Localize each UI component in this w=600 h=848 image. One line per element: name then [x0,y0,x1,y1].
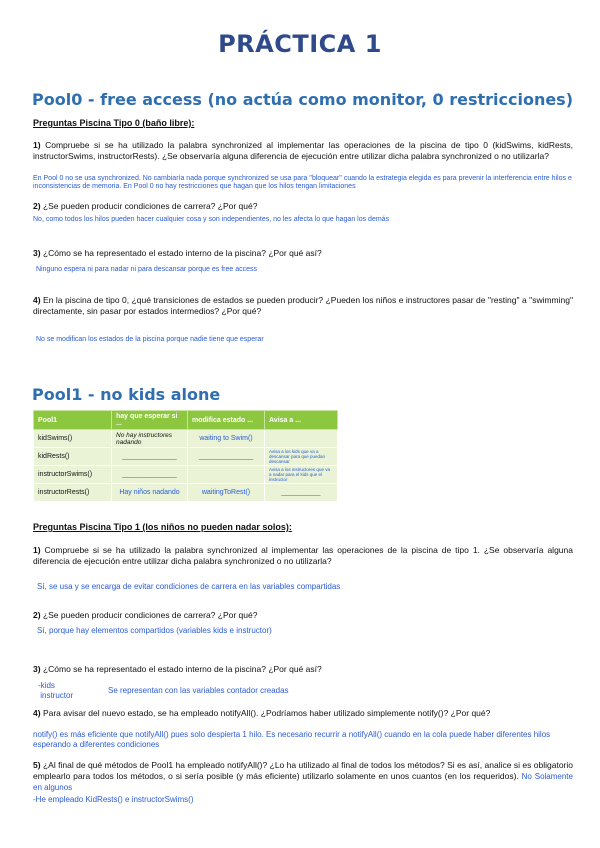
table-cell: Avisa a los instructores que va a nadar para el kids que el instructor [265,466,338,484]
table-cell: instructorRests() [34,484,112,502]
table-cell: Hay niños nadando [112,484,188,502]
pool1-answer-2: Sí, porque hay elementos compartidos (variables kids e instructor) [37,626,272,635]
table-cell: __________ [265,484,338,502]
pool1-question-3 [33,664,573,675]
question-number: 3) [33,664,41,674]
pool1-question-5 [33,760,573,793]
question-text: En la piscina de tipo 0, ¿qué transiciones de estados se pueden producir? ¿Pueden los niños e instructores pasar de "resting" a "swimming" directamente, sin pasar por estados intermedios? ¿Por qué? [33,295,573,316]
question-text: Compruebe si se ha utilizado la palabra synchronized al implementar las operaciones de la piscina de tipo 1. ¿Se observaría alguna diferencia de ejecución entre utilizar dicha palabra synchronized o no utilizarla? [33,545,573,566]
page-title: PRÁCTICA 1 [218,30,382,58]
table-cell [265,430,338,448]
pool0-question-1 [33,140,573,162]
table-header: Avisa a ... [265,411,338,430]
question-number: 5) [33,760,41,770]
pool1-answer-3-variables: -kids instructor [38,681,74,700]
pool1-answer-5-inline: No [521,772,532,781]
table-header-row [34,411,338,430]
table-cell: waitingToRest() [188,484,265,502]
question-number: 1) [33,140,41,150]
table-header: hay que esperar si ... [112,411,188,430]
question-text: Compruebe si se ha utilizado la palabra synchronized al implementar las operaciones de la piscina de tipo 0 (kidSwims, kidRests, instructorSwims, instructorRests). ¿Se observaría alguna diferencia de ejecución entre utilizar dicha palabra synchronized o no utilizarla? [33,140,573,161]
table-cell: Avisa a los kids que va a descansar para que puedan descansar [265,448,338,466]
question-text: ¿Cómo se ha representado el estado interno de la piscina? ¿Por qué así? [42,248,322,258]
table-cell: kidSwims() [34,430,112,448]
pool1-answer-3: Se representan con las variables contador creadas [108,686,289,695]
pool0-answer-2: No, como todos los hilos pueden hacer cualquier cosa y son independientes, no les afecta lo que hagan los demás [33,216,390,223]
table-row [34,448,338,466]
table-header: Pool1 [34,411,112,430]
table-cell: ______________ [188,448,265,466]
question-number: 4) [33,708,41,718]
table-cell: ______________ [112,466,188,484]
pool1-table [33,410,338,502]
table-row [34,484,338,502]
table-cell: No hay instructores nadando [112,430,188,448]
pool1-question-4 [33,708,573,719]
pool1-question-1 [33,545,573,567]
pool1-answer-5: -He empleado KidRests() e instructorSwims() [33,795,194,804]
table-cell: kidRests() [34,448,112,466]
question-text: ¿Se pueden producir condiciones de carrera? ¿Por qué? [42,201,258,211]
pool1-subheading: Preguntas Piscina Tipo 1 (los niños no pueden nadar solos): [33,522,292,532]
table-cell: instructorSwims() [34,466,112,484]
table-cell [188,466,265,484]
table-cell: ______________ [112,448,188,466]
question-text: ¿Al final de qué métodos de Pool1 ha empleado notifyAll()? ¿Lo ha utilizado al final de todos los métodos? Si es así, analice si es obligatorio emplearlo para todos los métodos, o si sería posible (y más eficiente) utilizarlo solamente en unos cuantos (en los requeridos). [33,760,573,781]
pool1-question-2 [33,610,573,621]
pool1-answer-4: notify() es más eficiente que notifyAll() pues solo despierta 1 hilo. Es necesario recurrir a notifyAll() cuando en la cola puede haber diferentes hilos esperando a diferentes condiciones [33,730,551,749]
pool0-question-4 [33,295,573,317]
question-number: 3) [33,248,41,258]
pool1-answer-5-inline-2: Solamente en algunos [33,772,573,792]
pool0-question-2 [33,201,573,212]
question-number: 2) [33,610,41,620]
pool0-subheading: Preguntas Piscina Tipo 0 (baño libre): [33,118,195,128]
pool0-heading: Pool0 - free access (no actúa como monitor, 0 restricciones) [32,90,574,109]
question-text: ¿Cómo se ha representado el estado interno de la piscina? ¿Por qué así? [42,664,322,674]
pool0-answer-1: En Pool 0 no se usa synchronized. No cambiaría nada porque synchronized se usa para ''bloquear'' cuando la estrategia elegida es para prevenir la interferencia entre hilos e inconsistencias de memoria. En Pool 0 no hay restricciones que hagan que los hilos tengan limitaciones [33,175,572,190]
pool0-answer-4: No se modifican los estados de la piscina porque nadie tiene que esperar [36,336,264,343]
table-row [34,430,338,448]
question-number: 4) [33,295,41,305]
table-header: modifica estado ... [188,411,265,430]
question-number: 1) [33,545,41,555]
pool0-question-3 [33,248,573,259]
question-number: 2) [33,201,41,211]
question-text: ¿Se pueden producir condiciones de carrera? ¿Por qué? [42,610,258,620]
pool0-answer-3: Ninguno espera ni para nadar ni para descansar porque es free access [36,266,258,273]
question-text: Para avisar del nuevo estado, se ha empleado notifyAll(). ¿Podríamos haber utilizado simplemente notify()? ¿Por qué? [42,708,491,718]
table-row [34,466,338,484]
pool1-answer-1: Sí, se usa y se encarga de evitar condiciones de carrera en las variables compartidas [37,582,341,591]
table-cell: waiting to Swim() [188,430,265,448]
pool1-heading: Pool1 - no kids alone [32,385,221,404]
